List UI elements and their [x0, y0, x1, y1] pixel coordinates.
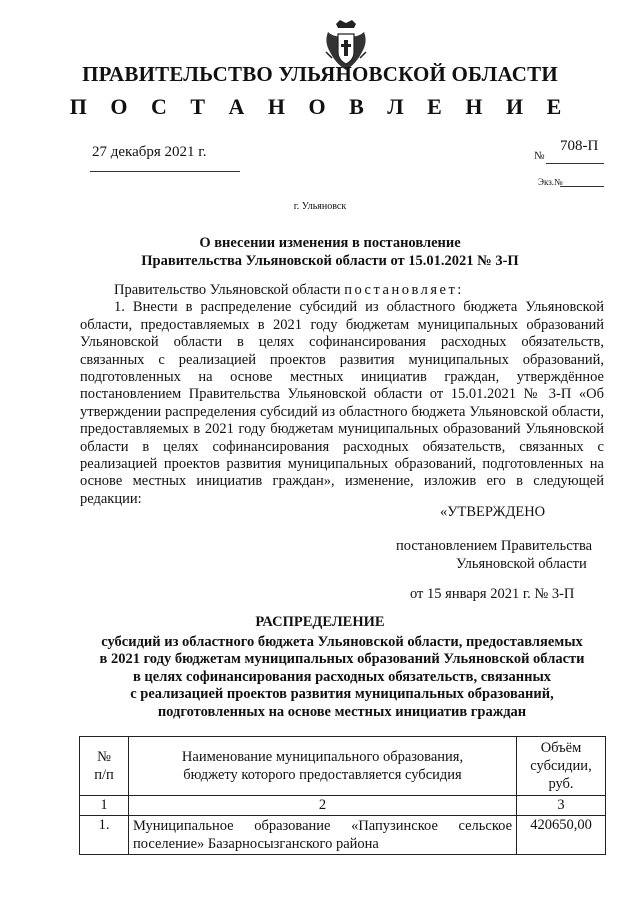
header-name: [129, 737, 517, 796]
row-name: Муниципальное образование «Папузинское сельское поселение» Базарносызганского района: [129, 816, 517, 855]
header-name-line: Наименование муниципального образования,: [181, 749, 464, 765]
subject-line-1: О внесении изменения в постановление: [199, 235, 461, 251]
header-name-line: бюджету которого предоставляется субсидия: [183, 767, 462, 783]
intro-verb: постановляет:: [344, 282, 464, 298]
number-label: №: [534, 150, 545, 162]
document-number: 708-П: [560, 138, 599, 154]
header-number-line: №: [97, 749, 111, 765]
distribution-subtitle: [80, 634, 604, 721]
header-number-line: п/п: [94, 767, 114, 783]
subtitle-line: субсидий из областного бюджета Ульяновской области, предоставляемых: [101, 634, 583, 650]
distribution-title: РАСПРЕДЕЛЕНИЕ: [255, 614, 385, 630]
subsidy-table: [79, 736, 606, 855]
subtitle-line: в целях софинансирования расходных обязательств, связанных: [132, 668, 552, 685]
date-underline: [90, 171, 240, 172]
paragraph-1: 1. Внести в распределение субсидий из областного бюджета Ульяновской области, предоставляемых в 2021 году бюджетам муниципальных образований Ульяновской области в целях софинансирования расходных обязательств, связанных с реализацией проектов развития муниципальных образований, подготовленных на основе местных инициатив граждан, утверждённое постановлением Правительства Ульяновской области от 15.01.2021 № 3-П «Об утверждении распределения субсидий из областного бюджета Ульяновской области, предоставляемых в 2021 году бюджетам муниципальных образований Ульяновской области в целях софинансирования расходных обязательств, связанных с реализацией проектов развития муниципальных образований, подготовленных на основе местных инициатив граждан», изменение, изложив его в следующей редакции:: [80, 299, 604, 507]
header-amount: [517, 737, 606, 796]
header-number: [80, 737, 129, 796]
table-header-row: [80, 737, 606, 796]
index-cell: 3: [517, 796, 606, 816]
government-title: ПРАВИТЕЛЬСТВО УЛЬЯНОВСКОЙ ОБЛАСТИ: [82, 62, 558, 86]
copy-underline: [560, 186, 604, 187]
subtitle-line: в 2021 году бюджетам муниципальных образований Ульяновской области: [99, 651, 585, 668]
approved-stamp: «УТВЕРЖДЕНО: [440, 504, 546, 520]
intro-prefix: Правительство Ульяновской области: [114, 282, 345, 298]
header-amount-line: руб.: [548, 776, 574, 792]
document-subject: [100, 234, 560, 270]
subtitle-line: подготовленных на основе местных инициатив граждан: [157, 703, 527, 720]
row-number: 1.: [80, 816, 129, 855]
copy-label: Экз.№: [538, 177, 563, 187]
number-underline: [546, 163, 604, 164]
intro-paragraph: [80, 282, 604, 299]
subject-line-2: Правительства Ульяновской области от 15.01.2021 № 3-П: [141, 253, 519, 269]
document-type: П О С Т А Н О В Л Е Н И Е: [69, 94, 571, 119]
document-body: [80, 282, 604, 508]
subtitle-line: с реализацией проектов развития муниципальных образований,: [130, 686, 554, 703]
table-row: [80, 816, 606, 855]
approved-date: от 15 января 2021 г. № 3-П: [410, 586, 575, 602]
approved-by: постановлением Правительства: [396, 538, 593, 554]
document-date: 27 декабря 2021 г.: [92, 144, 207, 160]
header-amount-line: Объём: [540, 740, 582, 756]
row-amount: 420650,00: [517, 816, 606, 855]
city: г. Ульяновск: [293, 201, 347, 212]
index-cell: 2: [129, 796, 517, 816]
approved-region: Ульяновской области: [456, 556, 587, 572]
header-amount-line: субсидии,: [530, 758, 592, 774]
table-index-row: [80, 796, 606, 816]
index-cell: 1: [80, 796, 129, 816]
